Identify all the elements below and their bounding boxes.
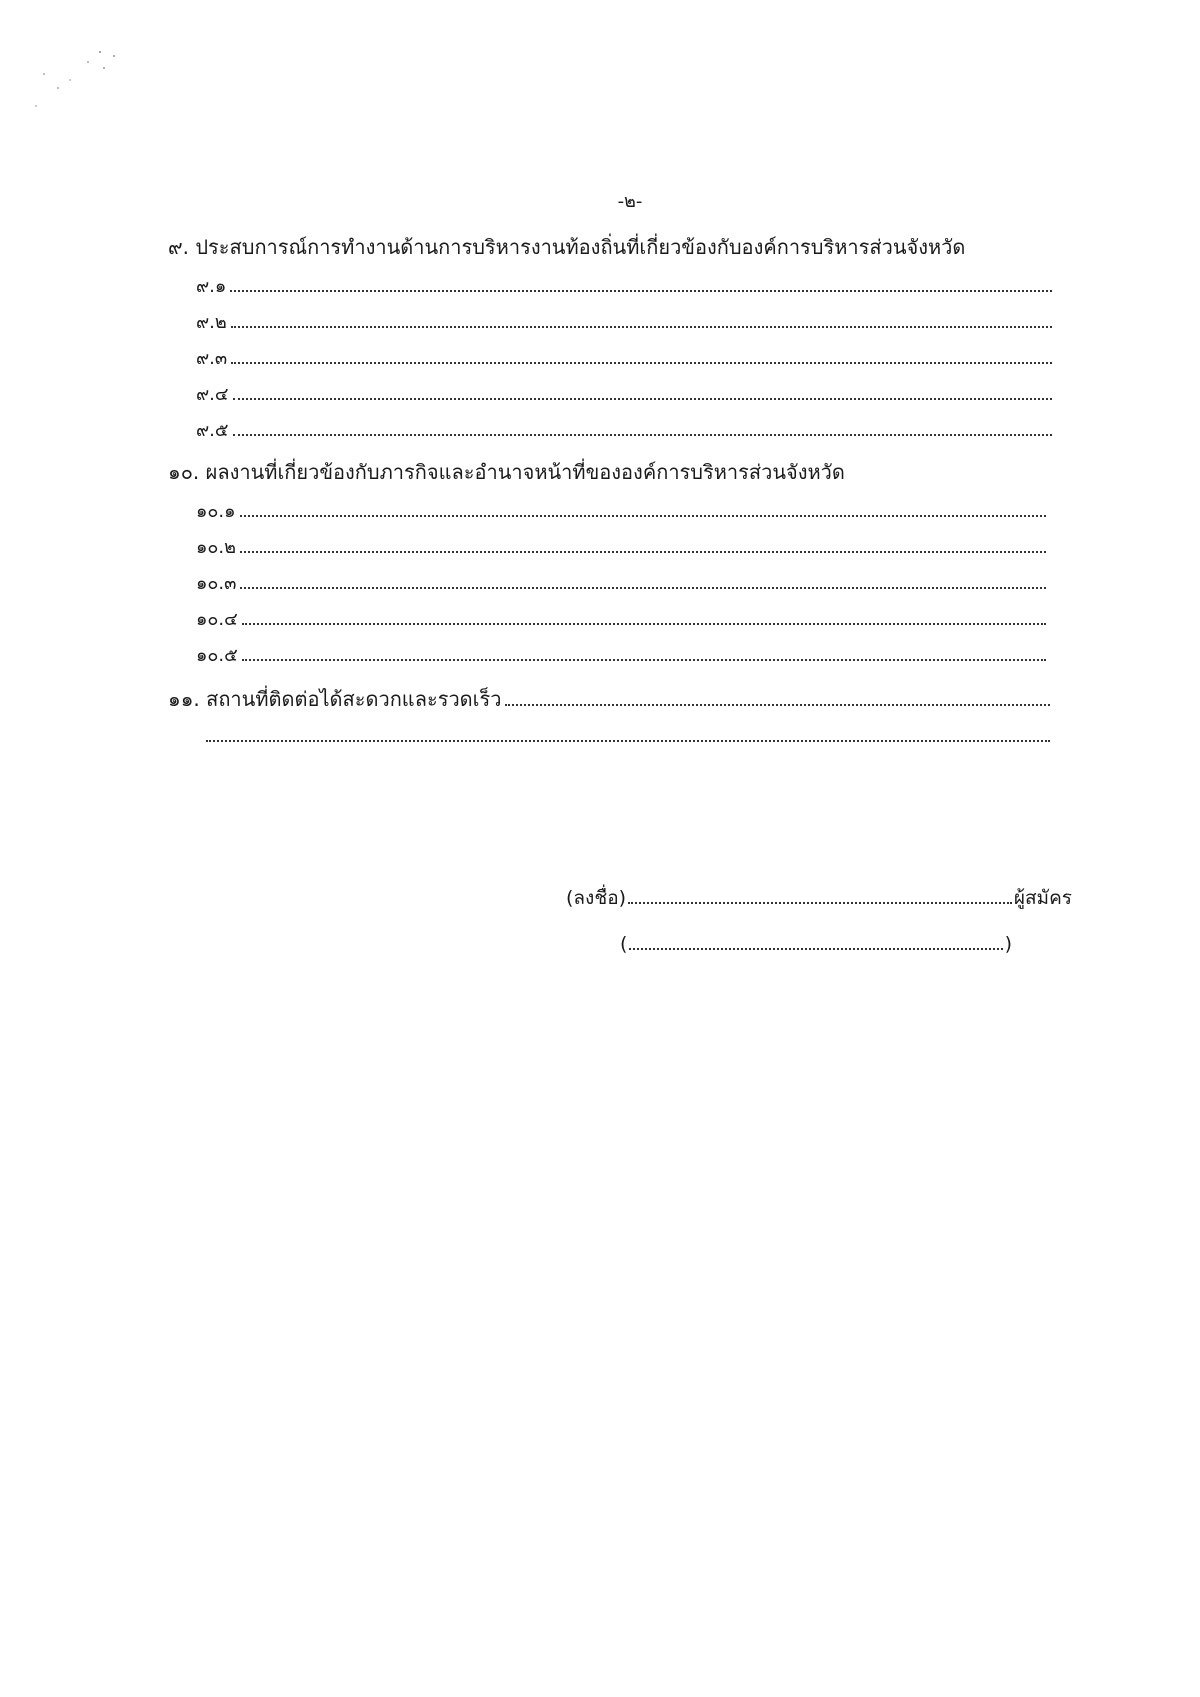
section-10-item[interactable] xyxy=(196,641,1046,669)
fill-in-line[interactable] xyxy=(240,533,1046,553)
section-9-item[interactable] xyxy=(196,416,1052,444)
section-10-item[interactable] xyxy=(196,569,1046,597)
item-number: ๑๐.๑ xyxy=(196,501,236,522)
section-10-title: ๑๐. ผลงานที่เกี่ยวข้องกับภารกิจและอำนาจหน้าที่ขององค์การบริหารส่วนจังหวัด xyxy=(168,460,845,484)
item-number: ๑๐.๕ xyxy=(196,645,238,666)
section-11-title: ๑๑. สถานที่ติดต่อได้สะดวกและรวดเร็ว xyxy=(168,687,502,711)
sign-label: (ลงชื่อ) xyxy=(566,887,627,909)
page-number: -๒- xyxy=(617,191,643,212)
section-10-item[interactable] xyxy=(196,533,1046,561)
fill-in-line[interactable] xyxy=(240,497,1046,517)
item-number: ๙.๒ xyxy=(196,312,227,333)
item-number: ๑๐.๒ xyxy=(196,537,236,558)
section-9-item[interactable] xyxy=(196,272,1052,300)
scan-specks xyxy=(30,48,130,118)
fill-in-line[interactable] xyxy=(505,686,1050,706)
section-9-item[interactable] xyxy=(196,380,1052,408)
signature-line[interactable] xyxy=(566,884,1072,911)
section-11-row[interactable] xyxy=(168,686,1050,712)
fill-in-line[interactable] xyxy=(233,380,1052,400)
fill-in-line[interactable] xyxy=(233,416,1052,436)
applicant-label: ผู้สมัคร xyxy=(1013,887,1072,909)
signature-field[interactable] xyxy=(628,884,1012,904)
fill-in-line[interactable] xyxy=(242,641,1046,661)
open-paren: ( xyxy=(620,933,628,955)
item-number: ๑๐.๔ xyxy=(196,609,238,630)
item-number: ๙.๔ xyxy=(196,384,229,405)
printed-name-field[interactable] xyxy=(629,930,1002,950)
fill-in-line[interactable] xyxy=(206,722,1050,742)
section-10-item[interactable] xyxy=(196,605,1046,633)
fill-in-line[interactable] xyxy=(231,308,1052,328)
section-9-title: ๙. ประสบการณ์การทำงานด้านการบริหารงานท้องถิ่นที่เกี่ยวข้องกับองค์การบริหารส่วนจังหวัด xyxy=(168,235,966,259)
section-9-item[interactable] xyxy=(196,344,1052,372)
fill-in-line[interactable] xyxy=(242,605,1046,625)
fill-in-line[interactable] xyxy=(231,344,1052,364)
printed-name-line[interactable] xyxy=(620,930,1012,957)
fill-in-line[interactable] xyxy=(240,569,1046,589)
section-9-item[interactable] xyxy=(196,308,1052,336)
section-10-item[interactable] xyxy=(196,497,1046,525)
close-paren: ) xyxy=(1004,933,1012,955)
item-number: ๑๐.๓ xyxy=(196,573,237,594)
fill-in-line[interactable] xyxy=(230,272,1052,292)
item-number: ๙.๕ xyxy=(196,420,229,441)
item-number: ๙.๑ xyxy=(196,276,227,297)
section-11-continuation[interactable] xyxy=(206,722,1050,744)
item-number: ๙.๓ xyxy=(196,348,228,369)
